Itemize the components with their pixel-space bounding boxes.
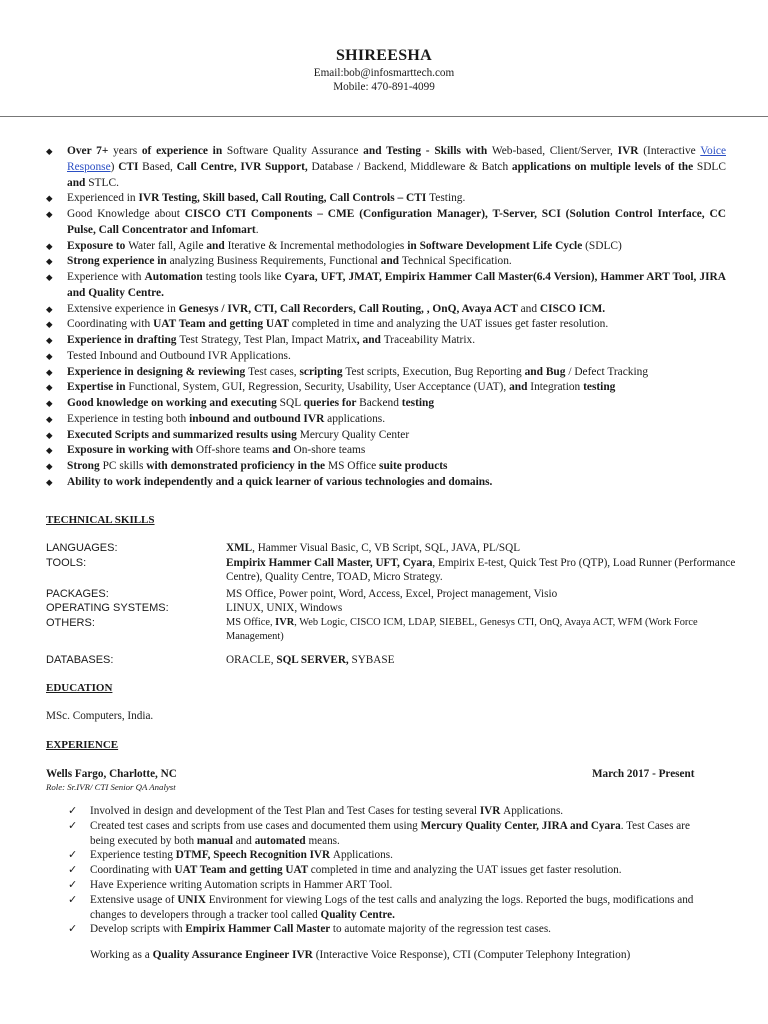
text-run: completed in time and analyzing the UAT issues get faster resolution. (291, 318, 609, 331)
text-run: and (509, 381, 531, 394)
skills-row (46, 653, 736, 668)
experience-item (68, 893, 708, 923)
technical-skills-table (46, 541, 736, 667)
text-run: Expertise in (67, 381, 129, 394)
text-run: On-shore teams (293, 444, 366, 457)
skills-value (226, 556, 736, 585)
text-run: Empirix Hammer Call Master (185, 923, 333, 936)
text-run: to automate majority of the regression test cases. (332, 923, 551, 936)
summary-item (46, 317, 726, 333)
black-diamond-icon: ◆ (46, 209, 53, 219)
text-run: suite products (379, 460, 448, 472)
company-location: Wells Fargo, Charlotte, NC (46, 768, 177, 780)
text-run: Strong (67, 460, 103, 472)
text-run: XML (226, 542, 253, 554)
text-run: IVR (275, 616, 295, 628)
text-run: Environment for viewing Logs of the test calls and analyzing the logs. Reported the bugs, modifications and changes to developers through a tracker tool called (90, 893, 694, 921)
summary-item (46, 443, 726, 459)
text-run: and (206, 239, 228, 252)
text-run: DTMF, Speech Recognition IVR (175, 849, 333, 862)
text-run: and (67, 176, 89, 189)
text-run: Experience in designing & reviewing (67, 365, 249, 378)
text-run: applications. (327, 412, 386, 425)
resume-header (0, 46, 768, 94)
summary-item (46, 191, 726, 207)
black-diamond-icon: ◆ (46, 240, 53, 251)
text-run: and (235, 834, 255, 847)
black-diamond-icon: ◆ (46, 335, 53, 345)
text-run: Tested Inbound and Outbound IVR Applications. (67, 349, 291, 362)
text-run: Created test cases and scripts from use cases and documented them using (90, 819, 421, 832)
summary-item (46, 412, 726, 428)
black-diamond-icon: ◆ (46, 319, 53, 330)
summary-item (46, 239, 726, 255)
text-run: , Web Logic, CISCO ICM, LDAP, SIEBEL, Genesys CTI, OnQ, Avaya ACT, WFM (Work Force Management) (226, 616, 698, 642)
check-mark-icon: ✓ (68, 893, 78, 906)
black-diamond-icon: ◆ (46, 413, 53, 424)
text-run: Call Centre, IVR Support, (176, 160, 312, 173)
text-run: inbound and outbound IVR (189, 412, 328, 425)
black-diamond-icon: ◆ (46, 146, 53, 156)
check-mark-icon: ✓ (68, 819, 78, 832)
text-run: Working as a (90, 949, 153, 961)
text-run: Experience testing (90, 849, 176, 862)
experience-item (68, 863, 708, 878)
summary-item (46, 428, 726, 444)
text-run: STLC. (88, 176, 119, 189)
text-run: Exposure to (67, 239, 129, 252)
text-run: ORACLE, (226, 653, 277, 666)
technical-skills-heading: TECHNICAL SKILLS (46, 514, 155, 526)
text-run: Over 7+ (67, 145, 109, 157)
text-run: Develop scripts with (90, 923, 186, 936)
text-run: Iterative & Incremental methodologies (227, 239, 408, 252)
text-run: IVR Testing, Skill based, Call Routing, Call Controls – CTI (138, 192, 430, 205)
working-as-line (90, 949, 630, 961)
text-run: MS Office (327, 460, 380, 472)
skills-value (226, 616, 736, 645)
text-run: and Bug (524, 365, 569, 378)
text-run: CISCO CTI Components – CME (Configuration Manager), T-Server, SCI (Solution Control Interface, CC Pulse, Call Concentrator and Infomart (67, 208, 726, 236)
text-run: Have Experience writing Automation scripts in Hammer ART Tool. (90, 878, 393, 891)
text-run: and (272, 444, 294, 457)
skills-value (226, 541, 736, 556)
text-run: Test Strategy, Test Plan, Impact Matrix (179, 334, 357, 346)
skills-label: LANGUAGES: (46, 542, 118, 554)
text-run: and (380, 255, 402, 268)
text-run: SDLC (696, 160, 726, 173)
text-run: , Hammer Visual Basic, C, VB Script, SQL, JAVA, PL/SQL (252, 542, 521, 554)
email-line: Email:bob@infosmarttech.com (313, 67, 455, 79)
black-diamond-icon: ◆ (46, 193, 53, 204)
text-run: Quality Assurance Engineer IVR (152, 949, 316, 961)
text-run: Applications. (332, 849, 393, 862)
text-run: Ability to work independently and a quick learner of various technologies and domains. (67, 475, 493, 488)
text-run: Water fall, Agile (128, 239, 207, 252)
job-dates: March 2017 - Present (592, 768, 695, 780)
text-run: IVR (617, 145, 639, 157)
candidate-name: SHIREESHA (335, 47, 433, 64)
skills-value (226, 653, 736, 668)
text-run: . (255, 223, 259, 236)
text-run: Extensive usage of (90, 893, 178, 906)
skills-row (46, 541, 736, 556)
experience-item (68, 922, 708, 937)
text-run: Software Quality Assurance (226, 145, 364, 157)
text-run: Strong experience in (67, 255, 170, 268)
text-run: Database / Backend, Middleware & Batch (311, 160, 512, 173)
text-run: with demonstrated proficiency in the (146, 460, 328, 472)
text-run: IVR (479, 805, 504, 817)
text-run: CTI (118, 160, 143, 173)
text-run: / Defect Tracking (568, 365, 649, 378)
skills-label: PACKAGES: (46, 587, 109, 600)
education-text: MSc. Computers, India. (46, 710, 154, 722)
text-run: , Empirix E-test, Quick Test Pro (QTP), Load Runner (Performance Centre), Quality Centre, TOAD, Micro Strategy. (226, 556, 736, 583)
text-run: Mercury Quality Center, JIRA and Cyara (420, 819, 621, 832)
text-run: years (108, 145, 142, 157)
text-run: analyzing Business Requirements, Functional (169, 255, 381, 268)
skills-value (226, 587, 736, 602)
text-run: Testing. (429, 192, 466, 205)
text-run: Functional, System, GUI, Regression, Security, Usability, User Acceptance (UAT), (128, 381, 510, 394)
text-run: Experienced in (67, 192, 139, 205)
summary-item (46, 380, 726, 396)
summary-item (46, 254, 726, 270)
summary-item (46, 365, 726, 381)
text-run: LINUX, UNIX, Windows (226, 602, 343, 614)
check-mark-icon: ✓ (68, 864, 78, 877)
experience-item (68, 804, 708, 819)
text-run: . Test Cases are being executed by both (90, 819, 690, 847)
skills-label: TOOLS: (46, 556, 87, 569)
mobile-line: Mobile: 470-891-4099 (333, 81, 435, 93)
text-run: Executed Scripts and summarized results using (67, 428, 300, 441)
text-run: (Interactive (638, 145, 701, 157)
text-run: Test scripts, Execution, Bug Reporting (345, 365, 525, 378)
text-run: Off-shore teams (195, 444, 273, 457)
text-run: and Testing - Skills with (363, 145, 492, 157)
text-run: MS Office, (226, 616, 276, 628)
summary-item (46, 270, 726, 302)
black-diamond-icon: ◆ (46, 350, 53, 361)
skills-row (46, 556, 736, 585)
text-run: automated (254, 834, 309, 847)
check-mark-icon: ✓ (68, 878, 78, 891)
text-run: MS Office, Power point, Word, Access, Excel, Project management, Visio (226, 587, 558, 600)
text-run: in Software Development Life Cycle (407, 239, 586, 252)
text-run: UAT Team and getting UAT (174, 864, 311, 877)
text-run: scripting (299, 365, 346, 378)
check-mark-icon: ✓ (68, 849, 78, 862)
education-heading: EDUCATION (46, 682, 113, 694)
summary-item (46, 459, 726, 475)
black-diamond-icon: ◆ (46, 476, 53, 487)
skills-label: OPERATING SYSTEMS: (46, 602, 169, 614)
skills-label: DATABASES: (46, 653, 114, 666)
text-run: Involved in design and development of the Test Plan and Test Cases for testing several (90, 805, 480, 817)
text-run: Based, (142, 160, 177, 173)
summary-item (46, 333, 726, 349)
job-role: Role: Sr.IVR/ CTI Senior QA Analyst (46, 782, 176, 792)
black-diamond-icon: ◆ (46, 398, 53, 408)
experience-item (68, 848, 708, 863)
black-diamond-icon: ◆ (46, 429, 53, 440)
text-run: Experience in testing both (67, 412, 190, 425)
text-run: Experience with (67, 271, 145, 283)
text-run: testing (401, 397, 435, 409)
text-run: queries for (303, 397, 360, 409)
skills-row (46, 587, 736, 602)
black-diamond-icon: ◆ (46, 366, 53, 377)
text-run: testing (583, 381, 616, 394)
text-run: Coordinating with (90, 864, 175, 877)
summary-item (46, 207, 726, 239)
text-run: completed in time and analyzing the UAT issues get faster resolution. (310, 864, 622, 877)
check-mark-icon: ✓ (68, 923, 78, 936)
text-run: Integration (530, 381, 584, 394)
experience-heading: EXPERIENCE (46, 739, 119, 751)
black-diamond-icon: ◆ (46, 272, 53, 282)
header-divider (0, 116, 768, 117)
black-diamond-icon: ◆ (46, 256, 53, 267)
skills-row (46, 601, 736, 616)
text-run: means. (308, 834, 340, 847)
text-run: SQL SERVER, (276, 653, 349, 666)
text-run: UAT Team and getting UAT (153, 318, 292, 331)
text-run: Genesys / IVR, CTI, Call Recorders, Call Routing, , OnQ, Avaya ACT (178, 302, 521, 315)
text-run: manual (196, 834, 236, 847)
text-run: and (520, 302, 540, 315)
black-diamond-icon: ◆ (46, 382, 53, 393)
experience-responsibilities (68, 804, 708, 937)
text-run: Test cases, (248, 365, 300, 378)
text-run: Experience in drafting (67, 334, 180, 346)
text-run: SQL (279, 397, 304, 409)
text-run: PC skills (102, 460, 147, 472)
experience-item (68, 878, 708, 893)
text-run: Coordinating with (67, 318, 154, 331)
text-run: Empirix Hammer Call Master, UFT, Cyara (226, 556, 433, 569)
experience-item (68, 819, 708, 849)
text-run: Automation (144, 271, 206, 283)
text-run: (SDLC) (585, 239, 622, 252)
text-run: CISCO ICM. (539, 302, 606, 315)
text-run: Quality Centre. (320, 908, 395, 921)
text-run: Web-based, Client/Server, (491, 145, 618, 157)
text-run: Traceability Matrix. (383, 334, 476, 346)
skills-value (226, 601, 736, 616)
black-diamond-icon: ◆ (46, 445, 53, 456)
text-run: Good Knowledge about (67, 208, 185, 220)
summary-item (46, 396, 726, 412)
skills-row (46, 616, 736, 645)
summary-item (46, 475, 726, 491)
text-run: (Interactive Voice Response), CTI (Computer Telephony Integration) (315, 949, 631, 961)
text-run: Cyara, UFT, JMAT, Empirix Hammer Call Master(6.4 Version), Hammer ART Tool, JIRA and Quality Centre. (67, 271, 727, 299)
black-diamond-icon: ◆ (46, 461, 53, 471)
skills-label: OTHERS: (46, 616, 95, 629)
text-run: , and (356, 334, 384, 346)
check-mark-icon: ✓ (68, 805, 78, 817)
text-run: applications on multiple levels of the (511, 160, 697, 173)
summary-item (46, 302, 726, 318)
text-run: Exposure in working with (67, 444, 196, 457)
black-diamond-icon: ◆ (46, 303, 53, 314)
text-run: of experience in (141, 145, 227, 157)
professional-summary (46, 144, 726, 491)
text-run: ) (110, 160, 119, 173)
text-run: Good knowledge on working and executing (67, 397, 280, 409)
text-run: SYBASE (348, 653, 395, 666)
inline-link[interactable]: Voice Response (67, 145, 726, 173)
text-run: testing tools like (205, 271, 285, 283)
summary-item (46, 349, 726, 365)
text-run: Applications. (503, 805, 564, 817)
text-run: Mercury Quality Center (299, 428, 410, 441)
text-run: Technical Specification. (401, 255, 512, 268)
text-run: Extensive experience in (67, 302, 179, 315)
text-run: Backend (359, 397, 402, 409)
text-run: UNIX (177, 893, 209, 906)
summary-item (46, 144, 726, 191)
